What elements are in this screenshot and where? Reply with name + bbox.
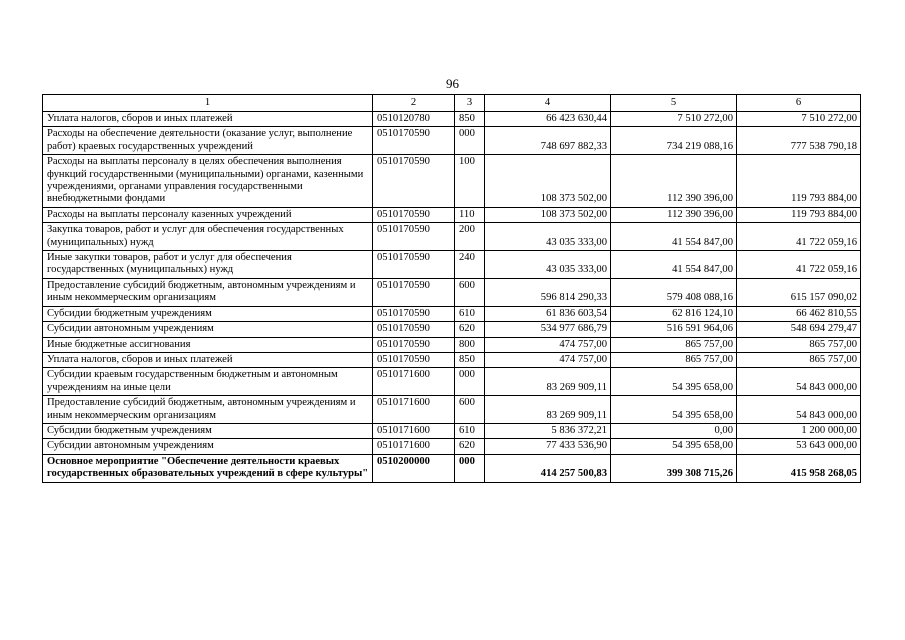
row-amount-col4-cell: 61 836 603,54: [485, 306, 611, 321]
row-name-cell: Расходы на обеспечение деятельности (оказание услуг, выполнение работ) краевых государственных учреждений: [43, 127, 373, 155]
row-amount-col4-cell: 108 373 502,00: [485, 155, 611, 208]
row-name-cell: Основное мероприятие "Обеспечение деятельности краевых государственных образовательных учреждений в сфере культуры": [43, 454, 373, 482]
row-name-cell: Расходы на выплаты персоналу в целях обеспечения выполнения функций государственными (муниципальными) органами, казенными учреждениями, органами управления государственными внебюджетными фондами: [43, 155, 373, 208]
row-amount-col5-cell: 54 395 658,00: [611, 439, 737, 454]
row-amount-col5-cell: 516 591 964,06: [611, 322, 737, 337]
row-target-code-cell: 0510120780: [373, 112, 455, 127]
row-expense-type-cell: 600: [455, 396, 485, 424]
table-row: [43, 223, 861, 251]
row-amount-col5-cell: 0,00: [611, 423, 737, 438]
table-header-row: [43, 95, 861, 112]
table-row: [43, 454, 861, 482]
row-target-code-cell: 0510170590: [373, 278, 455, 306]
row-amount-col6-cell: 41 722 059,16: [737, 223, 861, 251]
header-cell-3: 3: [455, 95, 485, 112]
row-target-code-cell: 0510171600: [373, 439, 455, 454]
header-cell-6: 6: [737, 95, 861, 112]
row-amount-col6-cell: 53 643 000,00: [737, 439, 861, 454]
page-number: 96: [446, 76, 459, 91]
row-amount-col4-cell: 596 814 290,33: [485, 278, 611, 306]
row-expense-type-cell: 100: [455, 155, 485, 208]
row-amount-col4-cell: 534 977 686,79: [485, 322, 611, 337]
row-amount-col4-cell: 474 757,00: [485, 337, 611, 352]
row-amount-col4-cell: 748 697 882,33: [485, 127, 611, 155]
row-amount-col6-cell: 548 694 279,47: [737, 322, 861, 337]
row-amount-col5-cell: 112 390 396,00: [611, 155, 737, 208]
row-name-cell: Субсидии автономным учреждениям: [43, 439, 373, 454]
row-amount-col4-cell: 414 257 500,83: [485, 454, 611, 482]
table-row: [43, 112, 861, 127]
row-amount-col5-cell: 54 395 658,00: [611, 368, 737, 396]
row-amount-col4-cell: 83 269 909,11: [485, 396, 611, 424]
table-row: [43, 423, 861, 438]
row-expense-type-cell: 110: [455, 207, 485, 222]
row-amount-col6-cell: 865 757,00: [737, 337, 861, 352]
table-row: [43, 439, 861, 454]
row-target-code-cell: 0510170590: [373, 337, 455, 352]
row-expense-type-cell: 610: [455, 306, 485, 321]
row-amount-col6-cell: 1 200 000,00: [737, 423, 861, 438]
row-target-code-cell: 0510171600: [373, 368, 455, 396]
table-row: [43, 368, 861, 396]
row-amount-col5-cell: 865 757,00: [611, 337, 737, 352]
row-name-cell: Иные закупки товаров, работ и услуг для обеспечения государственных (муниципальных) нужд: [43, 251, 373, 279]
row-name-cell: Уплата налогов, сборов и иных платежей: [43, 112, 373, 127]
row-amount-col5-cell: 62 816 124,10: [611, 306, 737, 321]
header-cell-1: 1: [43, 95, 373, 112]
row-target-code-cell: 0510170590: [373, 207, 455, 222]
row-expense-type-cell: 600: [455, 278, 485, 306]
header-cell-2: 2: [373, 95, 455, 112]
row-name-cell: Субсидии автономным учреждениям: [43, 322, 373, 337]
row-expense-type-cell: 850: [455, 352, 485, 367]
row-amount-col6-cell: 865 757,00: [737, 352, 861, 367]
row-expense-type-cell: 800: [455, 337, 485, 352]
row-name-cell: Субсидии краевым государственным бюджетным и автономным учреждениям на иные цели: [43, 368, 373, 396]
table-row: [43, 306, 861, 321]
row-target-code-cell: 0510170590: [373, 251, 455, 279]
table-row: [43, 127, 861, 155]
row-target-code-cell: 0510170590: [373, 352, 455, 367]
header-cell-4: 4: [485, 95, 611, 112]
table-row: [43, 352, 861, 367]
table-row: [43, 322, 861, 337]
table-row: [43, 337, 861, 352]
row-name-cell: Расходы на выплаты персоналу казенных учреждений: [43, 207, 373, 222]
header-cell-5: 5: [611, 95, 737, 112]
table-row: [43, 278, 861, 306]
row-amount-col6-cell: 66 462 810,55: [737, 306, 861, 321]
row-target-code-cell: 0510171600: [373, 396, 455, 424]
row-target-code-cell: 0510170590: [373, 306, 455, 321]
row-amount-col4-cell: 83 269 909,11: [485, 368, 611, 396]
row-expense-type-cell: 620: [455, 322, 485, 337]
row-amount-col6-cell: 54 843 000,00: [737, 368, 861, 396]
budget-table: [42, 94, 861, 483]
row-amount-col5-cell: 865 757,00: [611, 352, 737, 367]
row-amount-col4-cell: 108 373 502,00: [485, 207, 611, 222]
row-expense-type-cell: 000: [455, 368, 485, 396]
row-amount-col5-cell: 7 510 272,00: [611, 112, 737, 127]
row-amount-col5-cell: 734 219 088,16: [611, 127, 737, 155]
row-target-code-cell: 0510171600: [373, 423, 455, 438]
row-target-code-cell: 0510170590: [373, 155, 455, 208]
row-amount-col6-cell: 41 722 059,16: [737, 251, 861, 279]
row-expense-type-cell: 240: [455, 251, 485, 279]
table-row: [43, 396, 861, 424]
row-amount-col4-cell: 5 836 372,21: [485, 423, 611, 438]
row-name-cell: Закупка товаров, работ и услуг для обеспечения государственных (муниципальных) нужд: [43, 223, 373, 251]
row-expense-type-cell: 610: [455, 423, 485, 438]
row-expense-type-cell: 620: [455, 439, 485, 454]
row-amount-col6-cell: 7 510 272,00: [737, 112, 861, 127]
row-expense-type-cell: 200: [455, 223, 485, 251]
row-amount-col5-cell: 112 390 396,00: [611, 207, 737, 222]
row-name-cell: Субсидии бюджетным учреждениям: [43, 423, 373, 438]
row-amount-col5-cell: 41 554 847,00: [611, 251, 737, 279]
row-name-cell: Предоставление субсидий бюджетным, автономным учреждениям и иным некоммерческим организациям: [43, 396, 373, 424]
table-row: [43, 251, 861, 279]
row-name-cell: Предоставление субсидий бюджетным, автономным учреждениям и иным некоммерческим организациям: [43, 278, 373, 306]
row-amount-col4-cell: 66 423 630,44: [485, 112, 611, 127]
row-amount-col6-cell: 415 958 268,05: [737, 454, 861, 482]
row-amount-col6-cell: 777 538 790,18: [737, 127, 861, 155]
table-row: [43, 155, 861, 208]
row-expense-type-cell: 000: [455, 454, 485, 482]
row-amount-col5-cell: 41 554 847,00: [611, 223, 737, 251]
row-amount-col6-cell: 119 793 884,00: [737, 207, 861, 222]
row-amount-col4-cell: 43 035 333,00: [485, 223, 611, 251]
row-amount-col6-cell: 119 793 884,00: [737, 155, 861, 208]
row-amount-col6-cell: 615 157 090,02: [737, 278, 861, 306]
row-name-cell: Уплата налогов, сборов и иных платежей: [43, 352, 373, 367]
row-target-code-cell: 0510170590: [373, 322, 455, 337]
row-expense-type-cell: 850: [455, 112, 485, 127]
row-amount-col6-cell: 54 843 000,00: [737, 396, 861, 424]
row-amount-col5-cell: 399 308 715,26: [611, 454, 737, 482]
row-target-code-cell: 0510170590: [373, 223, 455, 251]
row-expense-type-cell: 000: [455, 127, 485, 155]
row-amount-col4-cell: 43 035 333,00: [485, 251, 611, 279]
row-name-cell: Субсидии бюджетным учреждениям: [43, 306, 373, 321]
row-amount-col5-cell: 579 408 088,16: [611, 278, 737, 306]
row-target-code-cell: 0510170590: [373, 127, 455, 155]
row-target-code-cell: 0510200000: [373, 454, 455, 482]
row-amount-col4-cell: 474 757,00: [485, 352, 611, 367]
row-amount-col5-cell: 54 395 658,00: [611, 396, 737, 424]
row-name-cell: Иные бюджетные ассигнования: [43, 337, 373, 352]
row-amount-col4-cell: 77 433 536,90: [485, 439, 611, 454]
table-row: [43, 207, 861, 222]
